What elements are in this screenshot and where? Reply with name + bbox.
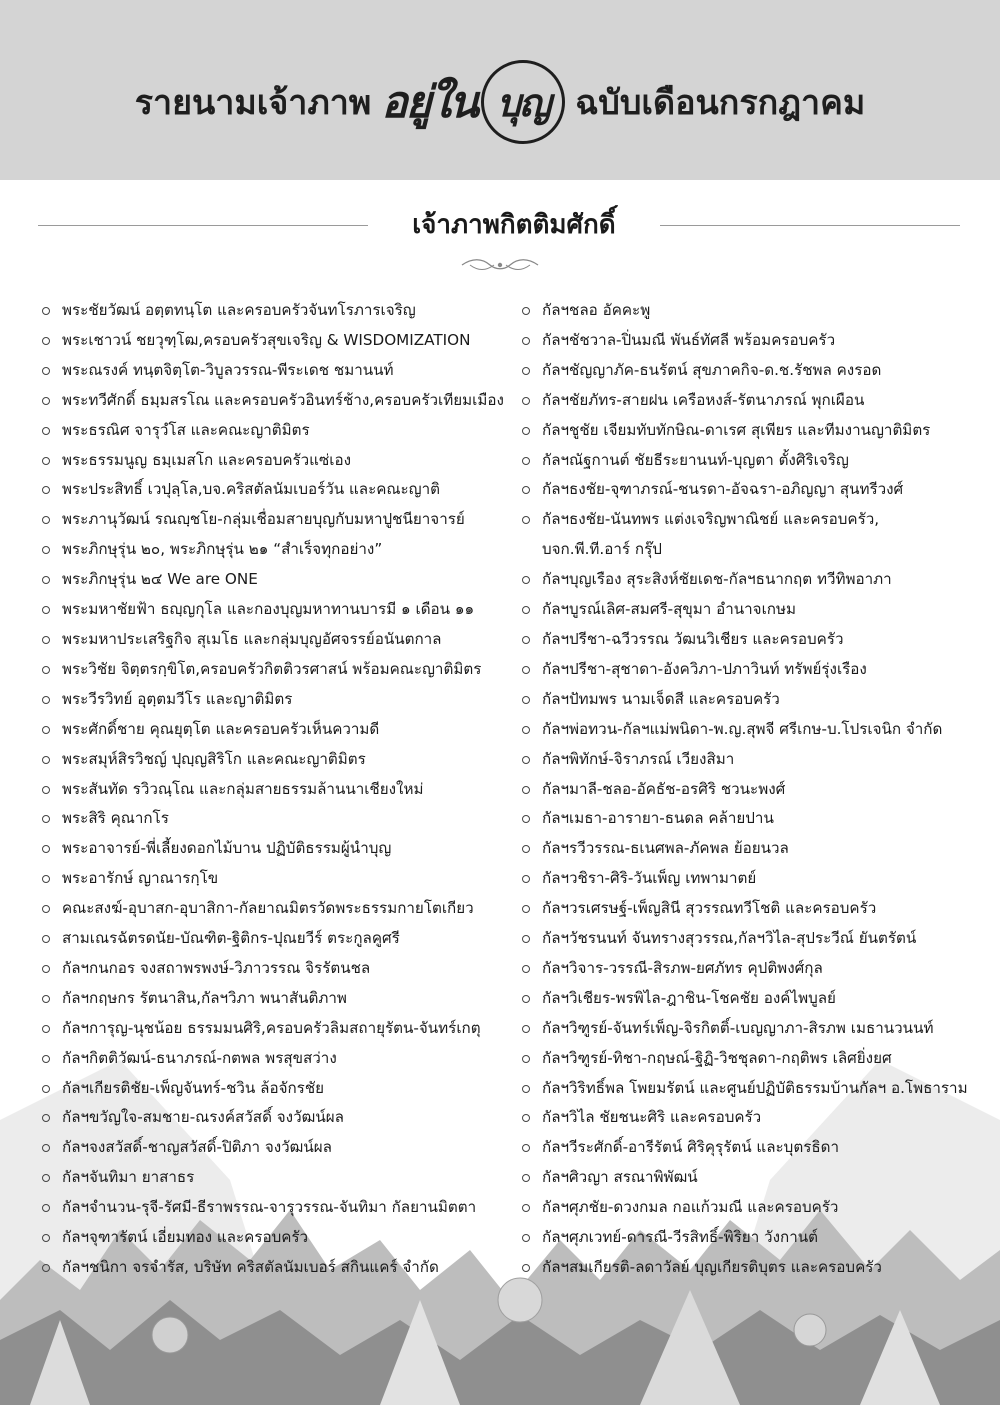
sponsor-item bbox=[40, 984, 515, 1014]
bullet-icon bbox=[522, 397, 530, 405]
sponsor-item bbox=[40, 1014, 515, 1044]
bullet-icon bbox=[522, 965, 530, 973]
header-right-text: ฉบับเดือนกรกฎาคม bbox=[575, 83, 866, 123]
bullet-icon bbox=[42, 696, 50, 704]
sponsor-name: กัลฯชลอ อัคคะพู bbox=[542, 301, 651, 319]
bullet-icon bbox=[42, 1144, 50, 1152]
bullet-icon bbox=[42, 1204, 50, 1212]
sponsor-item bbox=[520, 475, 982, 505]
sponsor-item bbox=[520, 416, 982, 446]
sponsor-item bbox=[520, 326, 982, 356]
sponsor-name: กัลฯณัฐกานต์ ชัยธีระยานนท์-บุญตา ตั้งศิริเจริญ bbox=[542, 450, 849, 469]
bullet-icon bbox=[42, 995, 50, 1003]
sponsor-item bbox=[520, 1163, 982, 1193]
sponsor-name: พระวิชัย จิตฺตรกฺขิโต,ครอบครัวกิตติวรศาสน์ พร้อมคณะญาติมิตร bbox=[62, 659, 482, 678]
sponsor-name: กัลฯบูรณ์เลิศ-สมศรี-สุขุมา อำนาจเกษม bbox=[542, 600, 796, 619]
right-sponsor-list bbox=[520, 296, 982, 1283]
sponsor-name: กัลฯจุฑารัตน์ เอี่ยมทอง และครอบครัว bbox=[62, 1228, 309, 1247]
bullet-icon bbox=[42, 756, 50, 764]
bullet-icon bbox=[42, 1055, 50, 1063]
header-title bbox=[0, 62, 1000, 142]
bullet-icon bbox=[42, 367, 50, 375]
bullet-icon bbox=[42, 606, 50, 614]
sponsor-item bbox=[40, 834, 515, 864]
sponsor-item bbox=[40, 505, 515, 535]
logo-circle bbox=[481, 60, 565, 144]
sponsor-item bbox=[520, 446, 982, 476]
sponsor-item bbox=[40, 416, 515, 446]
sponsor-item bbox=[40, 864, 515, 894]
sponsor-name: กัลฯกนกอร จงสถาพรพงษ์-วิภาวรรณ จิรรัตนชล bbox=[62, 958, 371, 977]
sponsor-name: กัลฯรวีวรรณ-ธเนศพล-ภัคพล ย้อยนวล bbox=[542, 839, 789, 858]
sponsor-name: กัลฯศิวญา สรณาพิพัฒน์ bbox=[542, 1168, 698, 1187]
sponsor-name: พระทวีศักดิ์ ธมฺมสรโณ และครอบครัวอินทร์ช้าง,ครอบครัวเทียมเมือง bbox=[62, 390, 504, 409]
logo-word1: อยู่ใน bbox=[381, 77, 478, 128]
bullet-icon bbox=[522, 1025, 530, 1033]
bullet-icon bbox=[42, 486, 50, 494]
sponsor-name: กัลฯจำนวน-รุจี-รัศมี-ธีราพรรณ-จารุวรรณ-จันทิมา กัลยานมิตตา bbox=[62, 1198, 477, 1217]
sponsor-name: กัลฯปรีชา-ฉวีวรรณ วัฒนวิเชียร และครอบครัว bbox=[542, 629, 844, 648]
sponsor-item bbox=[40, 1193, 515, 1223]
bullet-icon bbox=[522, 905, 530, 913]
sponsor-item bbox=[520, 834, 982, 864]
bullet-icon bbox=[522, 995, 530, 1003]
bullet-icon bbox=[522, 636, 530, 644]
sponsor-name: กัลฯการุญ-นุชน้อย ธรรมมนศิริ,ครอบครัวลิมสถายุรัตน-จันทร์เกตุ bbox=[62, 1018, 481, 1037]
sponsor-item bbox=[40, 894, 515, 924]
sponsor-item bbox=[40, 1103, 515, 1133]
sponsor-name: กัลฯชัชวาล-ปิ่นมณี พันธ์ทัศลี พร้อมครอบครัว bbox=[542, 330, 836, 349]
sponsor-name: กัลฯศุภเวทย์-ดารณี-วีรสิทธิ์-พิริยา วังกานต์ bbox=[542, 1228, 818, 1247]
sponsor-item bbox=[520, 984, 982, 1014]
sponsor-name: พระสิริ คุณากโร bbox=[62, 809, 169, 828]
sponsor-item bbox=[520, 685, 982, 715]
sponsor-name: พระธรณิศ จารุวํโส และคณะญาติมิตร bbox=[62, 420, 310, 439]
sponsor-item bbox=[40, 625, 515, 655]
sponsor-item bbox=[520, 1193, 982, 1223]
sponsor-item bbox=[520, 715, 982, 745]
sponsor-item bbox=[520, 1074, 982, 1104]
sponsor-name: พระอาจารย์-พี่เลี้ยงดอกไม้บาน ปฏิบัติธรรมผู้นำบุญ bbox=[62, 839, 392, 858]
sponsor-item bbox=[40, 565, 515, 595]
sponsor-name: กัลฯกฤษกร รัตนาสิน,กัลฯวิภา พนาสันติภาพ bbox=[62, 988, 347, 1007]
sponsor-item bbox=[40, 595, 515, 625]
sponsor-name: กัลฯวิฑูรย์-จันทร์เพ็ญ-จิรกิตติ์-เบญญาภา-สิรภพ เมธานวนนท์ bbox=[542, 1018, 934, 1037]
sponsor-item bbox=[40, 356, 515, 386]
sponsor-item bbox=[520, 356, 982, 386]
bullet-icon bbox=[42, 1025, 50, 1033]
bullet-icon bbox=[42, 726, 50, 734]
sponsor-item bbox=[40, 954, 515, 984]
sponsor-item bbox=[40, 1044, 515, 1074]
bullet-icon bbox=[522, 875, 530, 883]
sponsor-item bbox=[520, 1014, 982, 1044]
sponsor-item bbox=[40, 1253, 515, 1283]
sponsor-item bbox=[40, 1133, 515, 1163]
section-heading bbox=[0, 205, 1000, 245]
bullet-icon bbox=[42, 636, 50, 644]
sponsor-name: กัลฯจันทิมา ยาสาธร bbox=[62, 1168, 195, 1187]
sponsor-name: กัลฯวชิรา-ศิริ-วันเพ็ญ เทพามาตย์ bbox=[542, 869, 757, 888]
bullet-icon bbox=[522, 666, 530, 674]
sponsor-name: พระสันทัด รวิวณฺโณ และกลุ่มสายธรรมล้านนาเชียงใหม่ bbox=[62, 779, 424, 798]
sponsor-name: กัลฯชัญญาภัค-ธนรัตน์ สุขภาคกิจ-ด.ช.รัชพล คงรอด bbox=[542, 360, 882, 379]
bullet-icon bbox=[522, 337, 530, 345]
sponsor-name: กัลฯชูชัย เจียมทับทักษิณ-ดาเรศ สุเพียร และทีมงานญาติมิตร bbox=[542, 420, 931, 439]
bullet-icon bbox=[522, 307, 530, 315]
ornament-icon bbox=[460, 256, 540, 274]
sponsor-name: พระณรงค์ ทนฺตจิตฺโต-วิบูลวรรณ-พีระเดช ชมานนท์ bbox=[62, 360, 394, 379]
sponsor-name: พระสมุห์สิรวิชญ์ ปุญฺญสิริโก และคณะญาติมิตร bbox=[62, 749, 366, 768]
sponsor-name: พระชัยวัฒน์ อตฺตทนฺโต และครอบครัวจันทโรภารเจริญ bbox=[62, 301, 416, 319]
bullet-icon bbox=[522, 486, 530, 494]
sponsor-name: กัลฯปัทมพร นามเจ็ดสี และครอบครัว bbox=[542, 689, 780, 708]
bullet-icon bbox=[42, 845, 50, 853]
bullet-icon bbox=[522, 1144, 530, 1152]
bullet-icon bbox=[42, 1174, 50, 1182]
sponsor-name: สามเณรฉัตรดนัย-บัณฑิต-ฐิติกร-ปุณยวีร์ ตระกูลคูศรี bbox=[62, 929, 400, 948]
sponsor-item bbox=[520, 864, 982, 894]
sponsor-name: กัลฯสมเกียรติ-ลดาวัลย์ บุญเกียรติบุตร และครอบครัว bbox=[542, 1258, 882, 1276]
sponsor-item bbox=[40, 1223, 515, 1253]
divider-left bbox=[38, 225, 368, 226]
sponsor-name: พระศักดิ์ชาย คุณยุตฺโต และครอบครัวเห็นความดี bbox=[62, 719, 380, 738]
sponsor-item bbox=[520, 386, 982, 416]
sponsor-name: พระภิกษุรุ่น ๒๐, พระภิกษุรุ่น ๒๑ “สำเร็จทุกอย่าง” bbox=[62, 540, 383, 559]
sponsor-name: กัลฯธงชัย-จุฑาภรณ์-ชนรดา-อัจฉรา-อภิญญา สุนทรีวงศ์ bbox=[542, 480, 904, 499]
bullet-icon bbox=[522, 367, 530, 375]
sponsor-name: กัลฯวีระศักดิ์-อารีรัตน์ ศิริคุรุรัตน์ และบุตรธิดา bbox=[542, 1138, 840, 1157]
logo-word2: บุญ bbox=[496, 79, 550, 125]
bullet-icon bbox=[522, 786, 530, 794]
bullet-icon bbox=[42, 815, 50, 823]
bullet-icon bbox=[522, 696, 530, 704]
sponsor-name: กัลฯศุภชัย-ดวงกมล กอแก้วมณี และครอบครัว bbox=[542, 1198, 839, 1217]
bullet-icon bbox=[522, 815, 530, 823]
sponsor-name: คณะสงฆ์-อุบาสก-อุบาสิกา-กัลยาณมิตรวัดพระธรรมกายโตเกียว bbox=[62, 899, 474, 918]
bullet-icon bbox=[42, 397, 50, 405]
bullet-icon bbox=[42, 427, 50, 435]
sponsor-name: กัลฯธงชัย-นันทพร แต่งเจริญพาณิชย์ และครอบครัว, bbox=[542, 510, 880, 529]
sponsor-item bbox=[40, 715, 515, 745]
sponsor-item bbox=[40, 326, 515, 356]
sponsor-item bbox=[40, 535, 515, 565]
section-title: เจ้าภาพกิตติมศักดิ์ bbox=[412, 210, 616, 240]
sponsor-item bbox=[40, 475, 515, 505]
bullet-icon bbox=[42, 1234, 50, 1242]
sponsor-item bbox=[520, 954, 982, 984]
sponsor-name: พระอารักษ์ ญาณารกฺโข bbox=[62, 869, 219, 888]
bullet-icon bbox=[42, 516, 50, 524]
bullet-icon bbox=[522, 1264, 530, 1272]
sponsor-name: บจก.พี.ที.อาร์ กรุ๊ป bbox=[542, 540, 662, 559]
sponsor-item bbox=[40, 1163, 515, 1193]
sponsor-item bbox=[520, 595, 982, 625]
sponsor-item bbox=[40, 775, 515, 805]
bullet-icon bbox=[522, 1234, 530, 1242]
header-left-text: รายนามเจ้าภาพ bbox=[134, 83, 372, 123]
sponsor-name: กัลฯบุญเรือง สุระสิงห์ชัยเดช-กัลฯธนากฤต ทวีทิพอาภา bbox=[542, 570, 892, 589]
divider-right bbox=[660, 225, 960, 226]
bullet-icon bbox=[42, 905, 50, 913]
sponsor-name: กัลฯวิฑูรย์-ทิชา-กฤษณ์-ฐิฏิ-วิชชุลดา-กฤติพร เลิศยิ่งยศ bbox=[542, 1048, 892, 1067]
bullet-icon bbox=[522, 1174, 530, 1182]
sponsor-item bbox=[40, 296, 515, 326]
sponsor-name: กัลฯพิทักษ์-จิราภรณ์ เวียงสิมา bbox=[542, 749, 735, 768]
sponsor-item bbox=[520, 655, 982, 685]
bullet-icon bbox=[42, 1085, 50, 1093]
sponsor-item bbox=[40, 386, 515, 416]
sponsor-item bbox=[520, 505, 982, 535]
sponsor-item bbox=[40, 446, 515, 476]
sponsor-item bbox=[520, 1253, 982, 1283]
sponsor-name: พระธรรมนูญ ธมฺเมสโก และครอบครัวแซ่เอง bbox=[62, 450, 352, 469]
sponsor-item bbox=[40, 745, 515, 775]
sponsor-item bbox=[520, 535, 982, 565]
sponsor-item bbox=[520, 1133, 982, 1163]
sponsor-name: กัลฯชนิกา จรจำรัส, บริษัท คริสตัลนัมเบอร์ สกินแคร์ จำกัด bbox=[62, 1258, 439, 1276]
sponsor-name: พระวีรวิทย์ อุตฺตมวีโร และญาติมิตร bbox=[62, 689, 293, 708]
bullet-icon bbox=[522, 576, 530, 584]
bullet-icon bbox=[42, 875, 50, 883]
sponsor-item bbox=[40, 685, 515, 715]
bullet-icon bbox=[522, 516, 530, 524]
sponsor-item bbox=[520, 775, 982, 805]
bullet-icon bbox=[42, 546, 50, 554]
bullet-icon bbox=[42, 786, 50, 794]
bullet-icon bbox=[522, 935, 530, 943]
sponsor-item bbox=[40, 924, 515, 954]
sponsor-name: กัลฯวิริทธิ์พล โพยมรัตน์ และศูนย์ปฏิบัติธรรมบ้านกัลฯ อ.โพธาราม bbox=[542, 1078, 968, 1097]
sponsor-name: กัลฯวิไล ชัยชนะศิริ และครอบครัว bbox=[542, 1108, 762, 1127]
sponsor-name: พระภานุวัฒน์ รณญฺชโย-กลุ่มเชื่อมสายบุญกับมหาปูชนียาจารย์ bbox=[62, 510, 465, 529]
sponsor-name: กัลฯวัชรนนท์ จันทรางสุวรรณ,กัลฯวิไล-สุประวีณ์ ยันตรัตน์ bbox=[542, 929, 917, 948]
bullet-icon bbox=[522, 606, 530, 614]
bullet-icon bbox=[42, 576, 50, 584]
bullet-icon bbox=[522, 726, 530, 734]
bullet-icon bbox=[42, 337, 50, 345]
sponsor-item bbox=[520, 296, 982, 326]
sponsor-item bbox=[520, 625, 982, 655]
sponsor-name: พระภิกษุรุ่น ๒๔ We are ONE bbox=[62, 570, 258, 589]
sponsor-name: กัลฯพ่อทวน-กัลฯแม่พนิดา-พ.ญ.สุพจี ศรีเกษ-บ.โปรเจนิก จำกัด bbox=[542, 719, 943, 738]
sponsor-item bbox=[520, 565, 982, 595]
sponsor-name: กัลฯมาลี-ชลอ-อัคธัช-อรศิริ ชวนะพงศ์ bbox=[542, 779, 786, 798]
sponsor-name: พระเชาวน์ ชยวุฑฺโฒ,ครอบครัวสุขเจริญ & WISDOMIZATION bbox=[62, 330, 471, 349]
sponsor-item bbox=[520, 894, 982, 924]
sponsor-name: กัลฯขวัญใจ-สมชาย-ณรงค์สวัสดิ์ จงวัฒน์ผล bbox=[62, 1108, 344, 1127]
sponsor-name: กัลฯกิตติวัฒน์-ธนาภรณ์-กตพล พรสุขสว่าง bbox=[62, 1048, 337, 1067]
sponsor-name: กัลฯเกียรติชัย-เพ็ญจันทร์-ชวิน ล้อจักรชัย bbox=[62, 1078, 325, 1097]
bullet-icon bbox=[42, 457, 50, 465]
sponsor-name: กัลฯวิเชียร-พรพิไล-ฎาชิน-โชคชัย องค์ไพบูลย์ bbox=[542, 988, 836, 1007]
bullet-icon bbox=[522, 756, 530, 764]
sponsor-item bbox=[40, 1074, 515, 1104]
sponsor-item bbox=[520, 804, 982, 834]
bullet-icon bbox=[522, 427, 530, 435]
bullet-icon bbox=[42, 935, 50, 943]
sponsor-name: พระมหาชัยฟ้า ธญฺญกุโล และกองบุญมหาทานบารมี ๑ เดือน ๑๑ bbox=[62, 600, 475, 619]
bullet-icon bbox=[522, 845, 530, 853]
left-sponsor-list bbox=[40, 296, 515, 1283]
bullet-icon bbox=[42, 1264, 50, 1272]
sponsor-name: พระประสิทธิ์ เวปุลฺโล,บจ.คริสตัลนัมเบอร์วัน และคณะญาติ bbox=[62, 480, 440, 499]
sponsor-name: กัลฯวิจาร-วรรณี-สิรภพ-ยศภัทร คุปติพงศ์กุล bbox=[542, 958, 823, 977]
bullet-icon bbox=[522, 1085, 530, 1093]
bullet-icon bbox=[522, 457, 530, 465]
sponsor-name: กัลฯจงสวัสดิ์-ชาญสวัสดิ์-ปิติภา จงวัฒน์ผล bbox=[62, 1138, 332, 1157]
sponsor-item bbox=[40, 655, 515, 685]
sponsor-name: กัลฯปรีชา-สุชาดา-อังควิภา-ปภาวินท์ ทรัพย์รุ่งเรือง bbox=[542, 659, 867, 678]
bullet-icon bbox=[42, 307, 50, 315]
bullet-icon bbox=[42, 1114, 50, 1122]
bullet-icon bbox=[42, 965, 50, 973]
sponsor-item bbox=[520, 1103, 982, 1133]
bullet-icon bbox=[522, 1055, 530, 1063]
sponsor-item bbox=[520, 1044, 982, 1074]
sponsor-name: กัลฯวรเศรษฐ์-เพ็ญสินี สุวรรณทวีโชติ และครอบครัว bbox=[542, 899, 877, 918]
bullet-icon bbox=[42, 666, 50, 674]
sponsor-item bbox=[40, 804, 515, 834]
sponsor-name: กัลฯเมธา-อารายา-ธนดล คล้ายปาน bbox=[542, 809, 774, 828]
sponsor-name: พระมหาประเสริฐกิจ สุเมโธ และกลุ่มบุญอัศจรรย์อนันตกาล bbox=[62, 629, 442, 648]
sponsor-name: กัลฯชัยภัทร-สายฝน เครือหงส์-รัตนาภรณ์ พุกเผือน bbox=[542, 390, 865, 409]
sponsor-item bbox=[520, 1223, 982, 1253]
sponsor-item bbox=[520, 745, 982, 775]
bullet-icon bbox=[522, 1114, 530, 1122]
logo bbox=[381, 62, 565, 142]
bullet-icon bbox=[522, 1204, 530, 1212]
sponsor-item bbox=[520, 924, 982, 954]
